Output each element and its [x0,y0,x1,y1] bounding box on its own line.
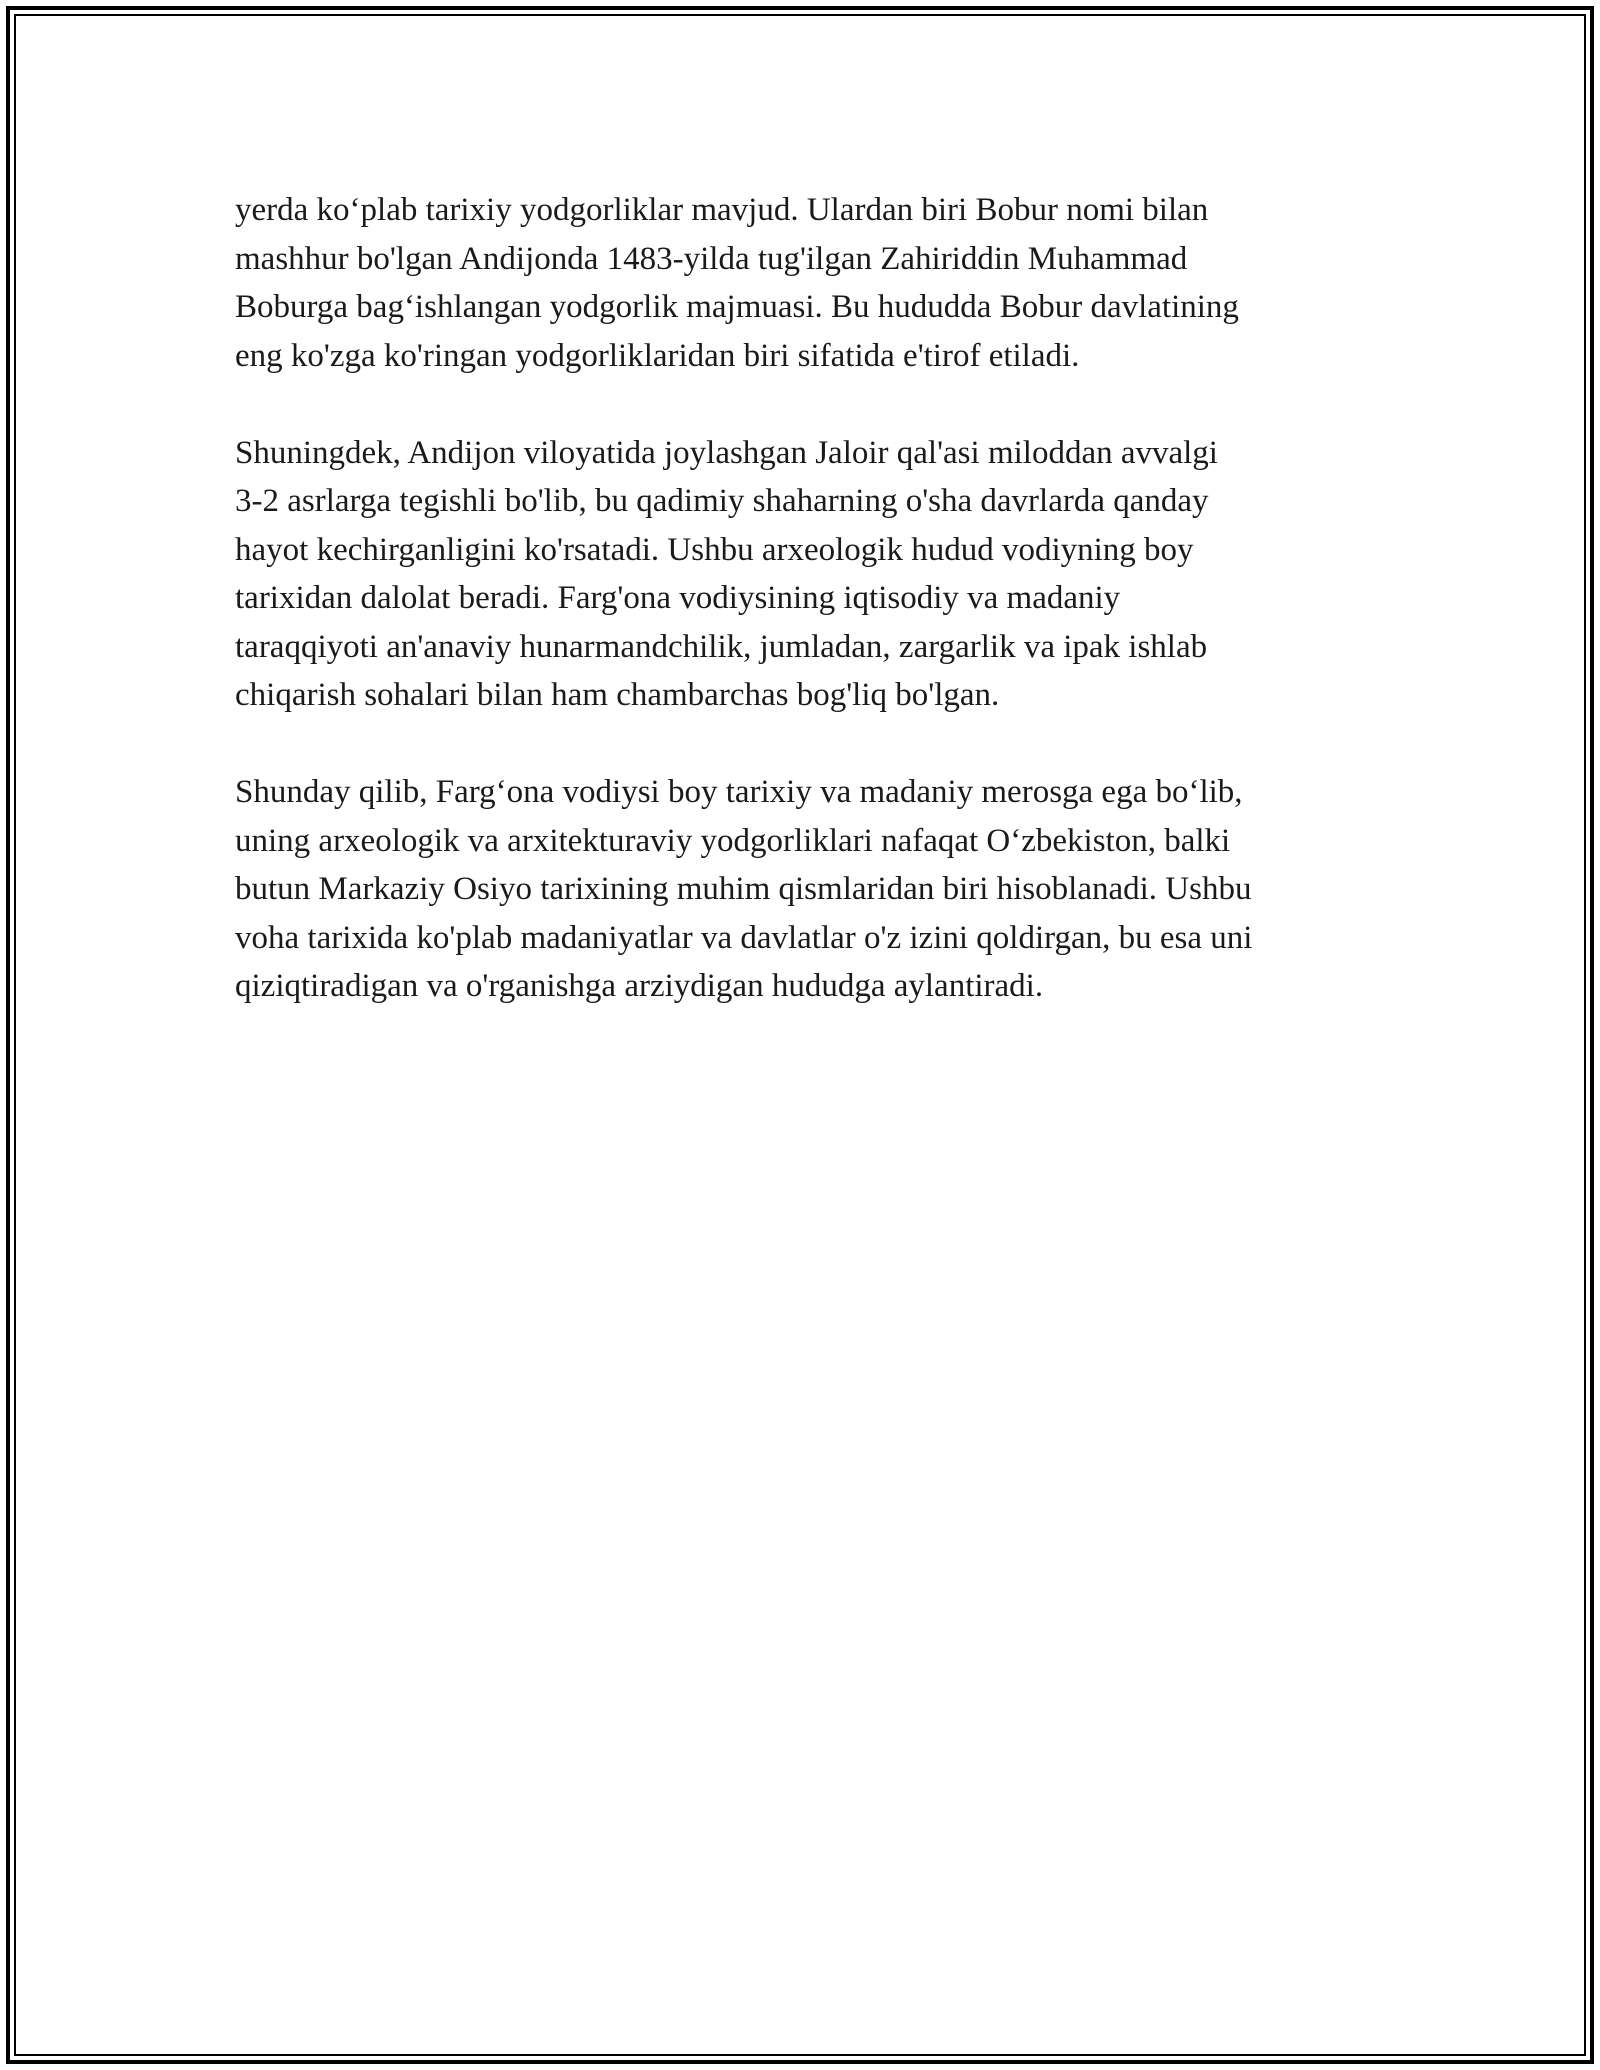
text-line: yerda ko‘plab tarixiy yodgorliklar mavjud. Ulardan biri Bobur nomi bilan [235,192,1209,228]
text-line: Shunday qilib, Farg‘ona vodiysi boy tarixiy va madaniy merosga ega bo‘lib, [235,774,1243,810]
text-line: Boburga bag‘ishlangan yodgorlik majmuasi. Bu hududda Bobur davlatining [235,289,1239,325]
text-line: qiziqtiradigan va o'rganishga arziydigan hududga aylantiradi. [235,968,1044,1004]
text-line: 3-2 asrlarga tegishli bo'lib, bu qadimiy shaharning o'sha davrlarda qanday [235,483,1209,519]
document-body [235,186,1415,1059]
paragraph-2 [235,429,1415,720]
text-line: hayot kechirganligini ko'rsatadi. Ushbu arxeologik hudud vodiyning boy [235,531,1194,568]
text-line: chiqarish sohalari bilan ham chambarchas bog'liq bo'lgan. [235,677,1000,713]
text-line: butun Markaziy Osiyo tarixining muhim qismlaridan biri hisoblanadi. Ushbu [235,871,1252,907]
paragraph-3 [235,768,1415,1011]
text-line: eng ko'zga ko'ringan yodgorliklaridan biri sifatida e'tirof etiladi. [235,337,1080,374]
text-line: Shuningdek, Andijon viloyatida joylashgan Jaloir qal'asi miloddan avvalgi [235,434,1218,471]
text-line: tarixidan dalolat beradi. Farg'ona vodiysining iqtisodiy va madaniy [235,580,1121,616]
text-line: taraqqiyoti an'anaviy hunarmandchilik, jumladan, zargarlik va ipak ishlab [235,628,1208,665]
text-line: uning arxeologik va arxitekturaviy yodgorliklari nafaqat O‘zbekiston, balki [235,822,1231,859]
text-line: voha tarixida ko'plab madaniyatlar va davlatlar o'z izini qoldirgan, bu esa uni [235,919,1253,956]
paragraph-1 [235,186,1415,380]
text-line: mashhur bo'lgan Andijonda 1483-yilda tug'ilgan Zahiriddin Muhammad [235,240,1188,277]
